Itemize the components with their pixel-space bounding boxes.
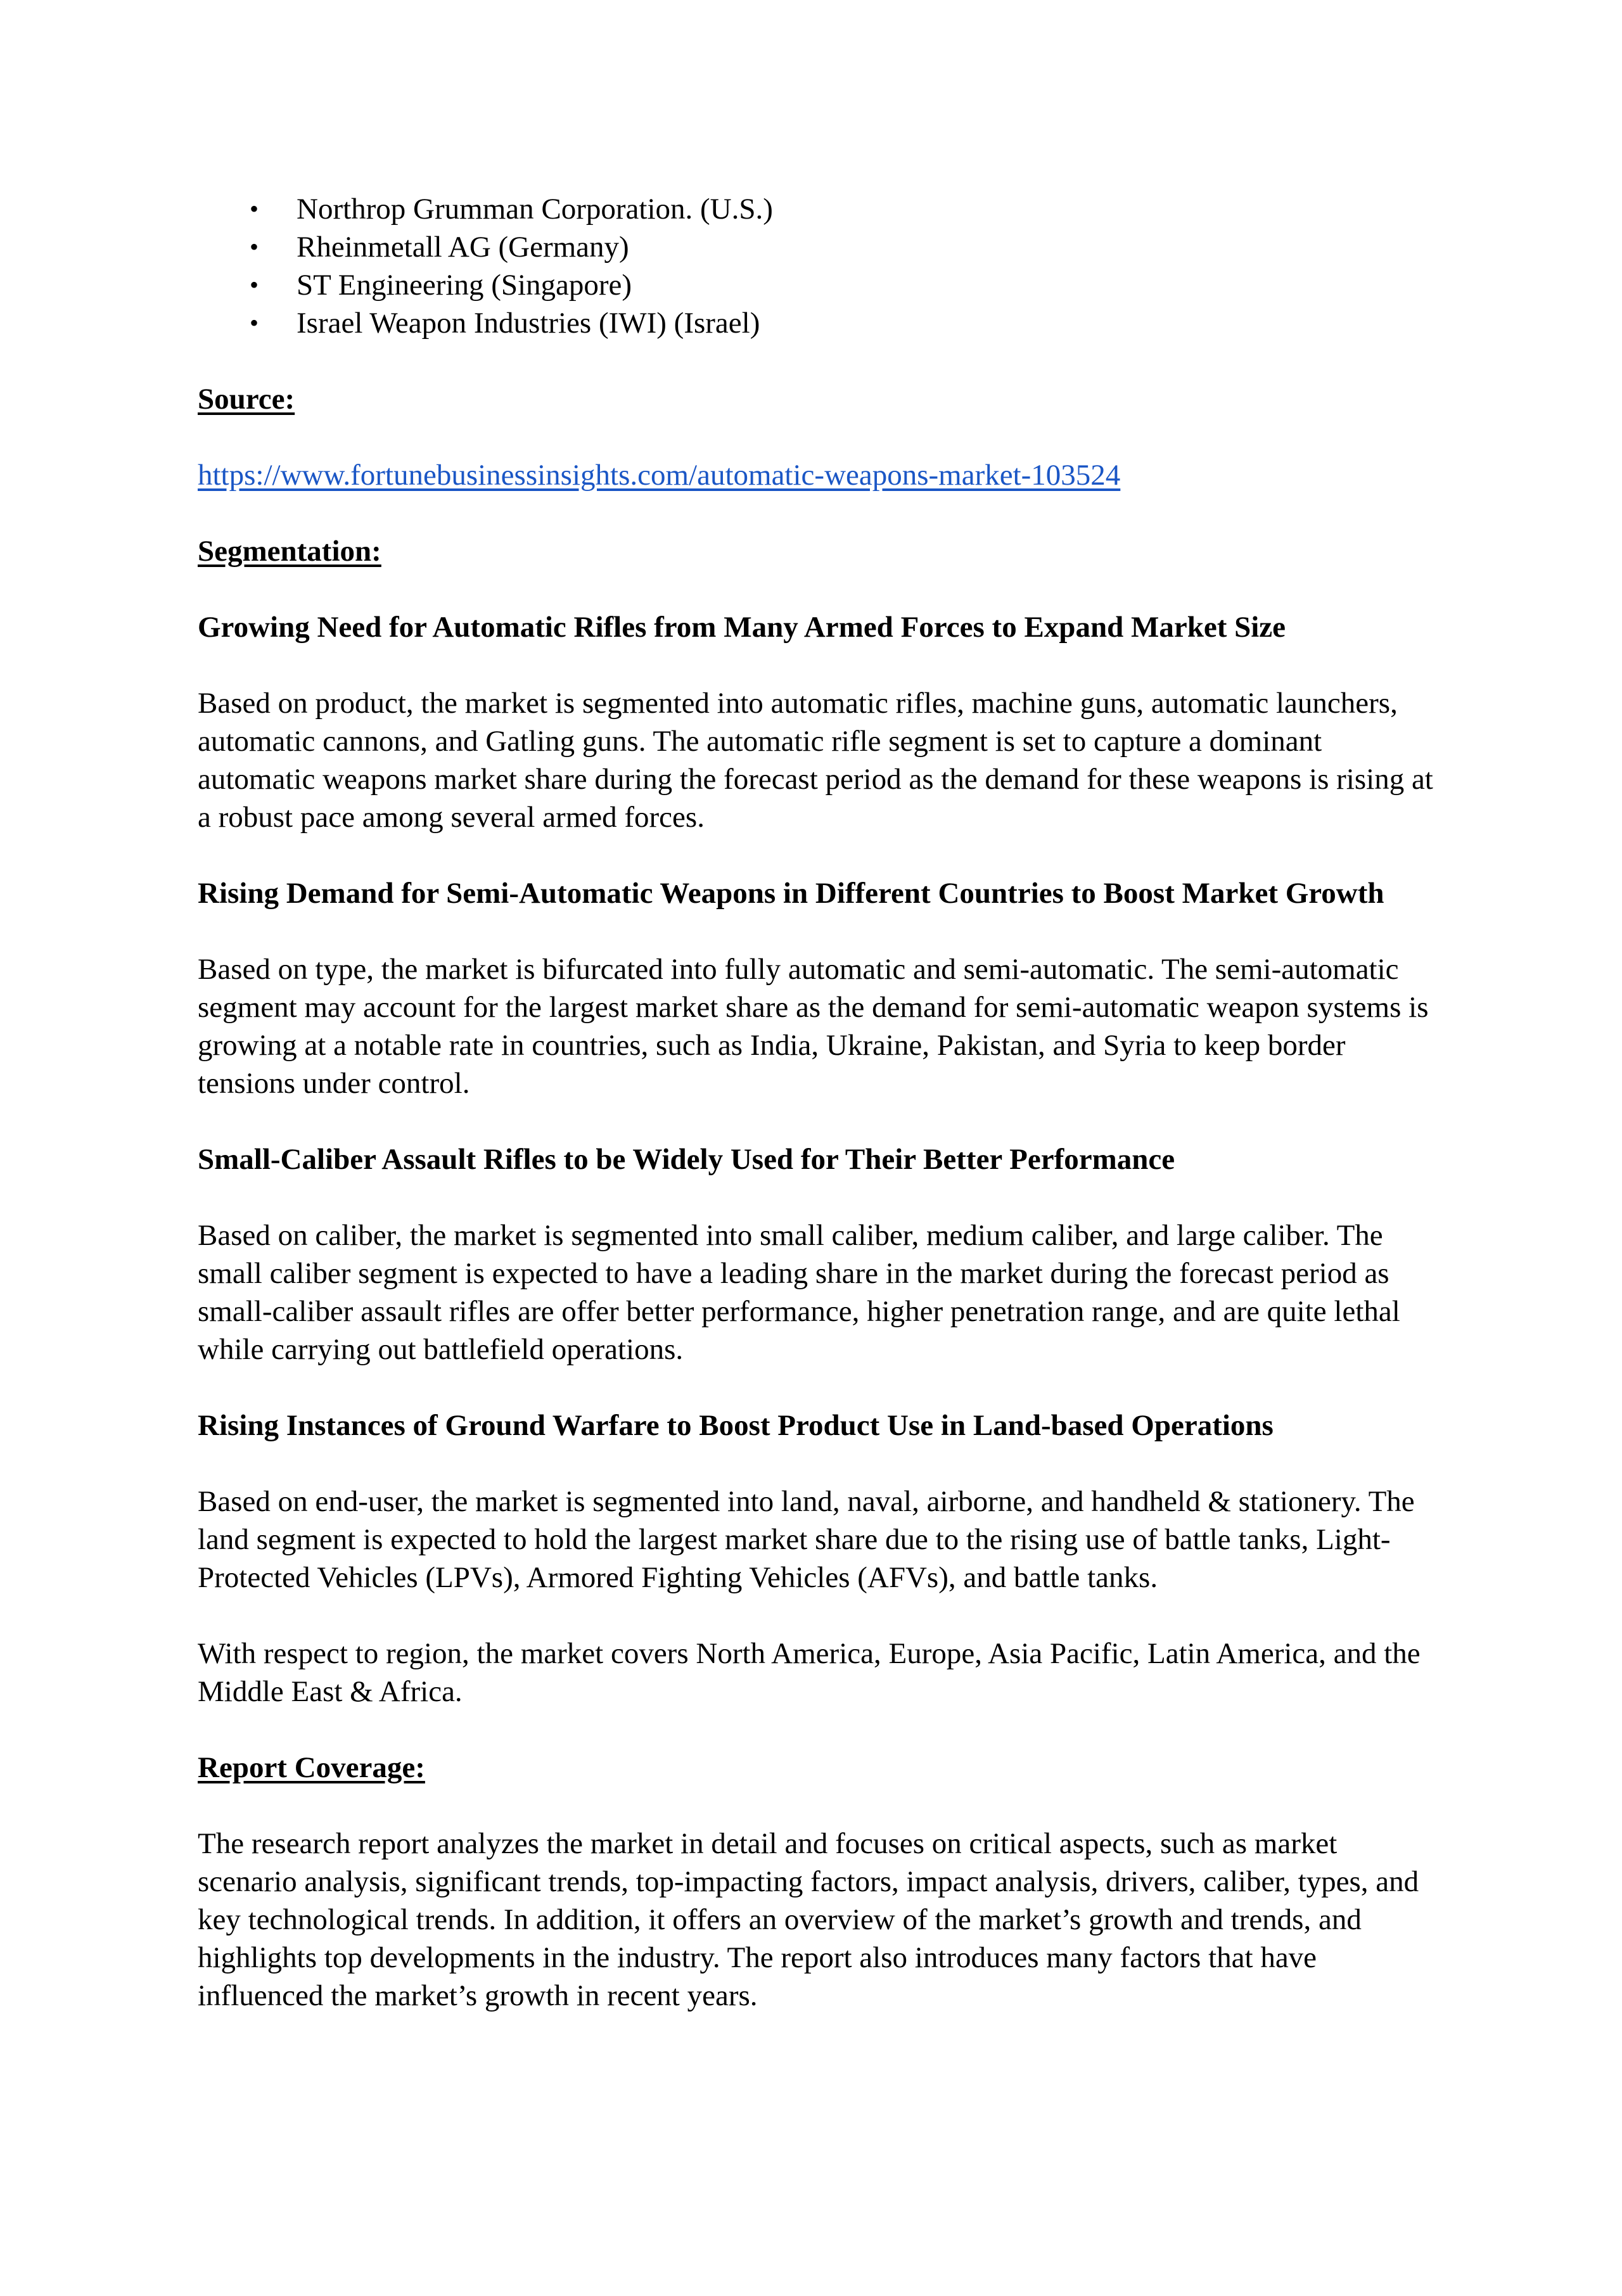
region-paragraph: With respect to region, the market covers North America, Europe, Asia Pacific, Latin America, and the Middle East & Africa. xyxy=(198,1637,1421,1708)
section-body-product: Based on product, the market is segmented into automatic rifles, machine guns, automatic launchers, automatic cannons, and Gatling guns. The automatic rifle segment is set to capture a dominant automatic weapons market share during the forecast period as the demand for these weapons is rising at a robust pace among several armed forces. xyxy=(198,687,1433,834)
list-item: • Rheinmetall AG (Germany) xyxy=(198,228,1440,266)
section-body-caliber: Based on caliber, the market is segmented into small caliber, medium caliber, and large caliber. The small caliber segment is expected to have a leading share in the market during the forecast period as small-caliber assault rifles are offer better performance, higher penetration range, and are quite lethal while carrying out battlefield operations. xyxy=(198,1219,1400,1366)
bullet-icon: • xyxy=(250,309,259,337)
section-heading-type: Rising Demand for Semi-Automatic Weapons in Different Countries to Boost Market Growth xyxy=(198,877,1384,910)
section-heading-caliber: Small-Caliber Assault Rifles to be Widely Used for Their Better Performance xyxy=(198,1143,1175,1176)
section-body-type: Based on type, the market is bifurcated into fully automatic and semi-automatic. The semi-automatic segment may account for the largest market share as the demand for semi-automatic weapon systems is growing at a notable rate in countries, such as India, Ukraine, Pakistan, and Syria to keep border tensions under control. xyxy=(198,953,1429,1100)
source-link[interactable]: https://www.fortunebusinessinsights.com/automatic-weapons-market-103524 xyxy=(198,459,1121,492)
list-item: • Israel Weapon Industries (IWI) (Israel) xyxy=(198,304,1440,342)
report-coverage-label: Report Coverage: xyxy=(198,1751,425,1784)
bullet-icon: • xyxy=(250,195,259,223)
bullet-icon: • xyxy=(250,271,259,299)
document-page xyxy=(198,190,1440,2015)
company-list xyxy=(198,190,1440,342)
report-coverage-body: The research report analyzes the market in detail and focuses on critical aspects, such as market scenario analysis, significant trends, top-impacting factors, impact analysis, drivers, caliber, types, and key technological trends. In addition, it offers an overview of the market’s growth and trends, and highlights top developments in the industry. The report also introduces many factors that have influenced the market’s growth in recent years. xyxy=(198,1827,1419,2012)
segmentation-label: Segmentation: xyxy=(198,535,381,568)
section-heading-product: Growing Need for Automatic Rifles from Many Armed Forces to Expand Market Size xyxy=(198,611,1286,644)
list-item: • ST Engineering (Singapore) xyxy=(198,266,1440,304)
source-label: Source: xyxy=(198,383,295,416)
section-body-end-user: Based on end-user, the market is segmented into land, naval, airborne, and handheld & stationery. The land segment is expected to hold the largest market share due to the rising use of battle tanks, Light-Protected Vehicles (LPVs), Armored Fighting Vehicles (AFVs), and battle tanks. xyxy=(198,1485,1415,1594)
list-item: • Northrop Grumman Corporation. (U.S.) xyxy=(198,190,1440,228)
bullet-icon: • xyxy=(250,233,259,261)
section-heading-end-user: Rising Instances of Ground Warfare to Boost Product Use in Land-based Operations xyxy=(198,1409,1274,1442)
